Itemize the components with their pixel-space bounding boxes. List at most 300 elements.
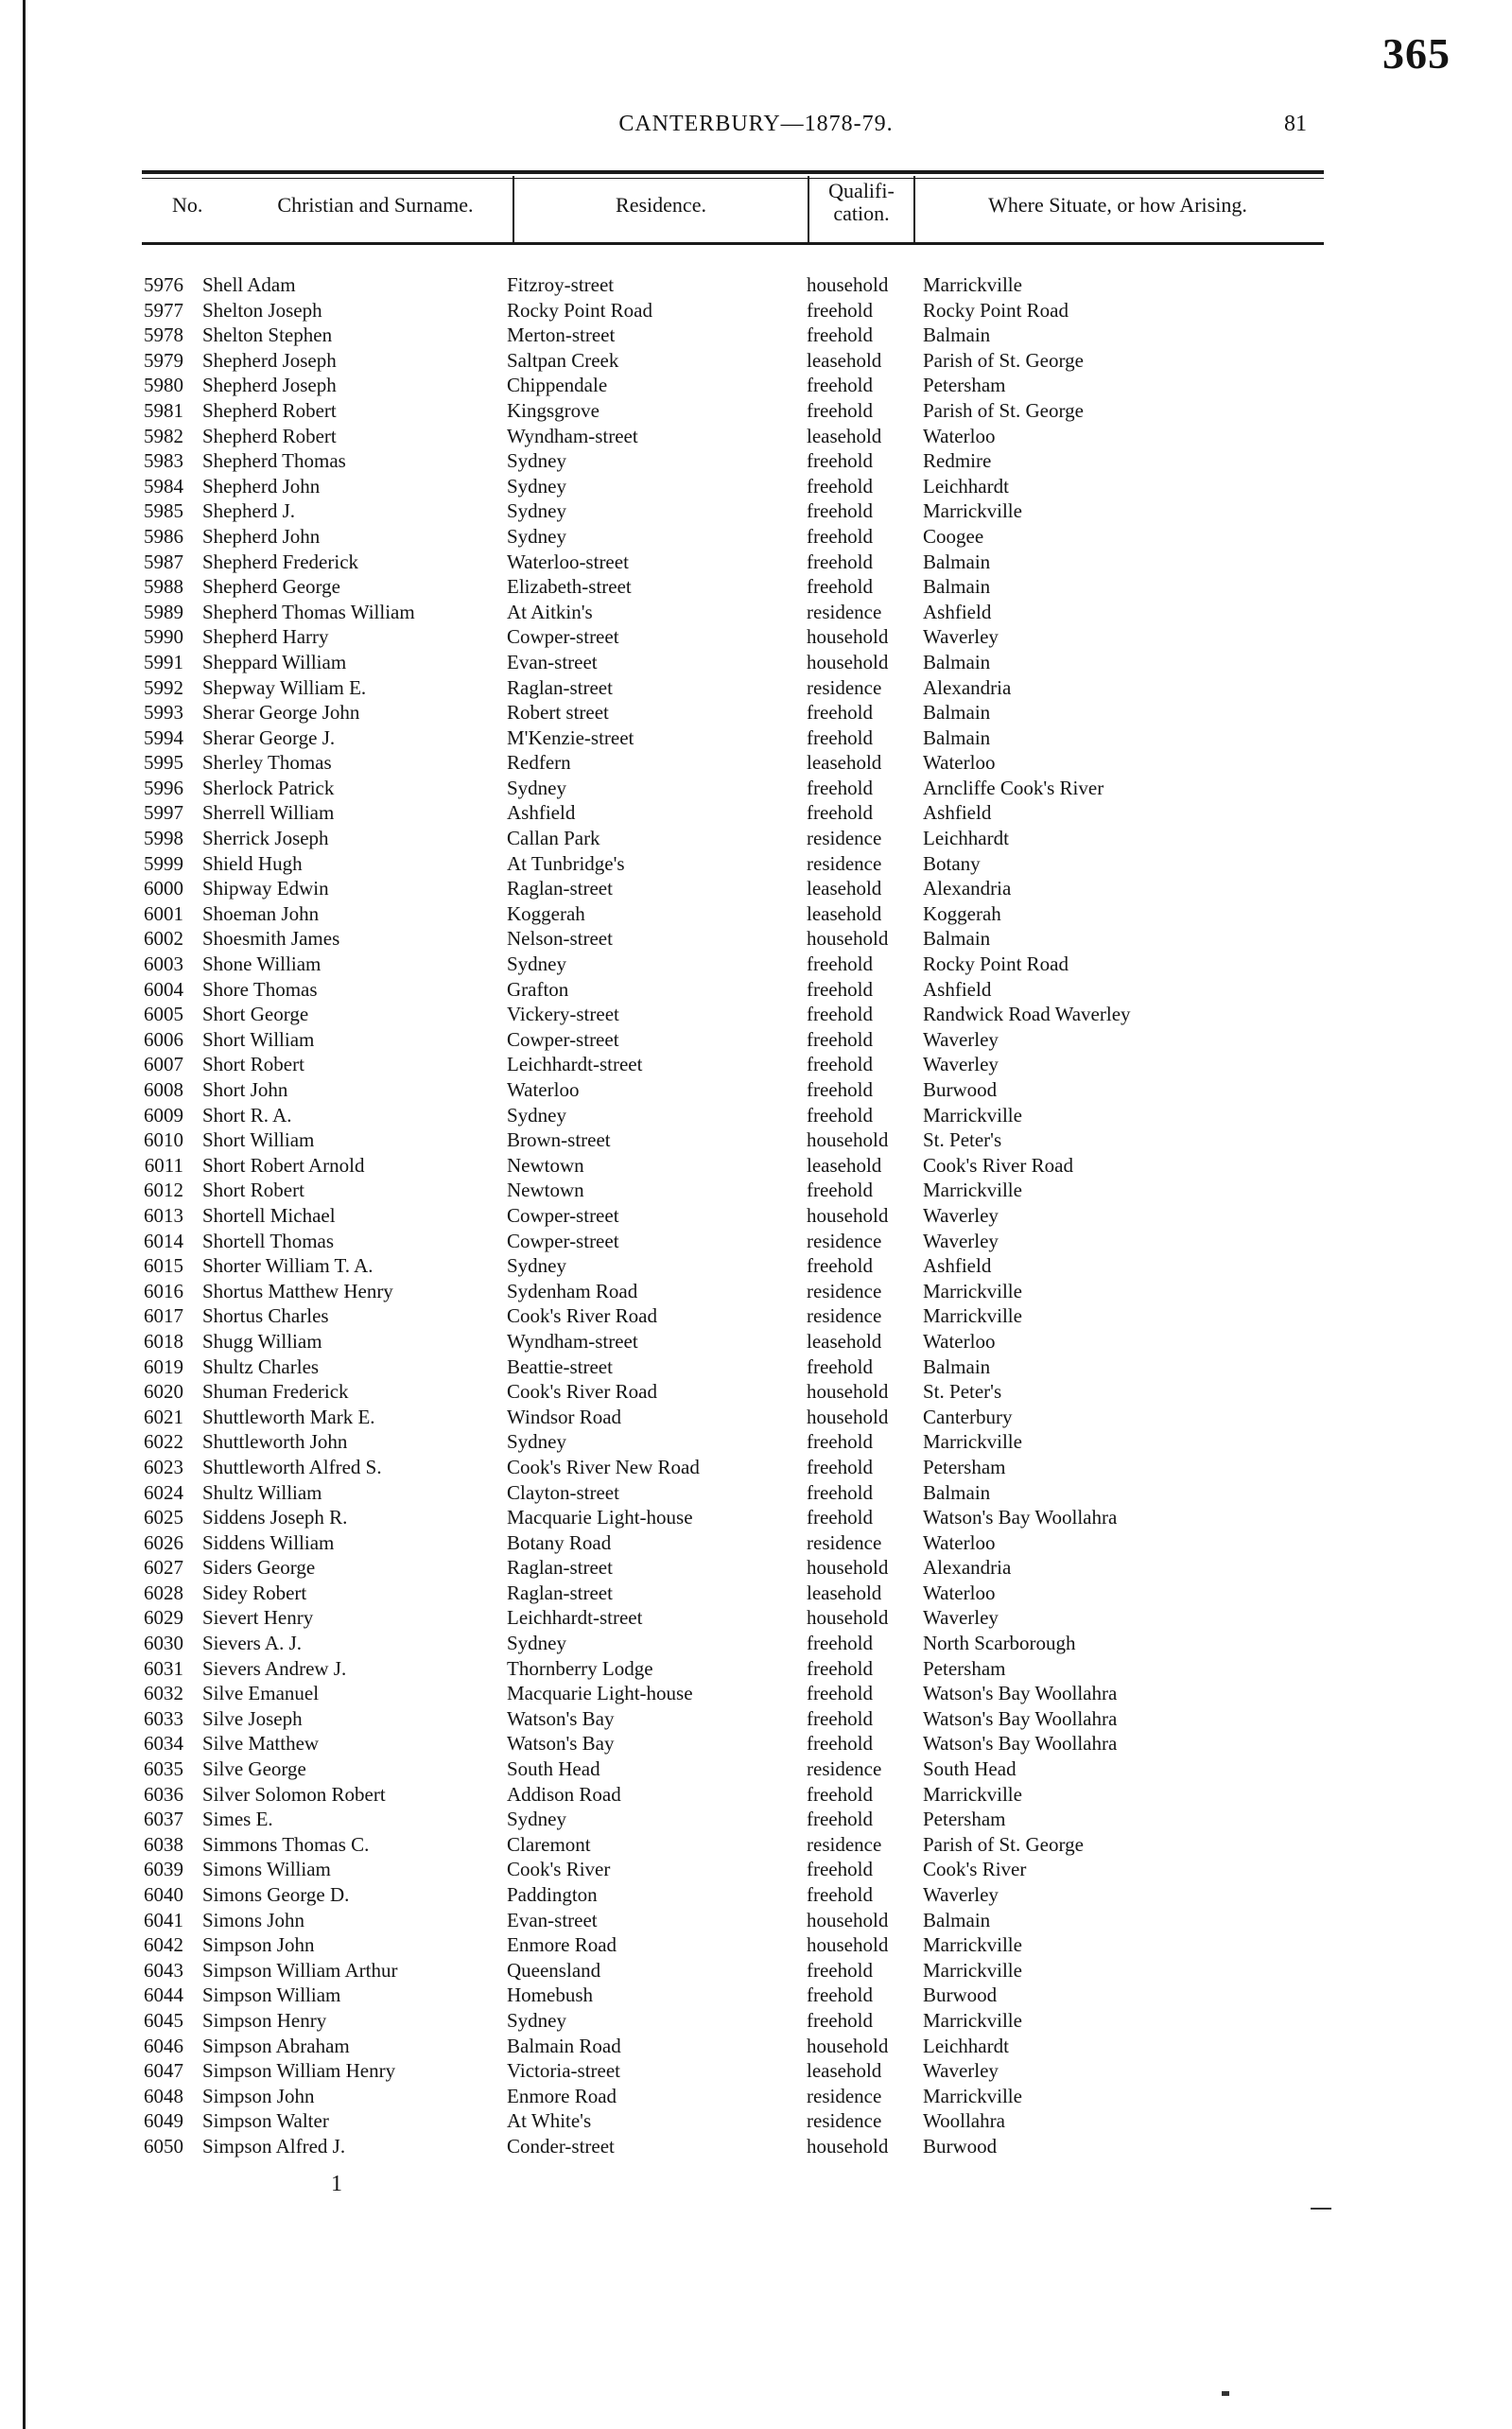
entry-qualification: freehold [807, 1254, 873, 1278]
table-row [0, 1429, 1512, 1455]
entry-number: 6005 [144, 1003, 183, 1026]
entry-residence: Robert street [507, 701, 609, 725]
entry-where-situate: Alexandria [923, 877, 1012, 900]
entry-where-situate: Parish of St. George [923, 348, 1084, 372]
entry-qualification: freehold [807, 1354, 873, 1378]
table-header [142, 170, 1324, 244]
entry-name: Shortell Michael [202, 1203, 336, 1227]
entry-qualification: freehold [807, 1480, 873, 1504]
entry-residence: Watson's Bay [507, 1732, 615, 1756]
entry-qualification: freehold [807, 725, 873, 749]
entry-name: Simons William [202, 1858, 331, 1881]
entry-number: 6000 [144, 877, 183, 900]
margin-speck [1222, 2391, 1229, 2396]
entry-name: Silve Emanuel [202, 1682, 320, 1705]
entry-qualification: freehold [807, 952, 873, 976]
entry-name: Shoesmith James [202, 927, 340, 951]
entry-where-situate: Watson's Bay Woollahra [923, 1506, 1118, 1529]
entry-name: Simons George D. [202, 1883, 350, 1906]
entry-where-situate: Alexandria [923, 675, 1012, 699]
table-row [0, 1253, 1512, 1279]
entry-number: 5992 [144, 675, 183, 699]
table-row [0, 1027, 1512, 1053]
entry-qualification: residence [807, 1279, 882, 1302]
entry-name: Silve Joseph [202, 1706, 303, 1730]
table-row [0, 700, 1512, 725]
entry-where-situate: Balmain [923, 927, 991, 951]
entry-residence: Cowper-street [507, 1203, 619, 1227]
entry-where-situate: Alexandria [923, 1556, 1012, 1580]
entry-name: Sievers A. J. [202, 1632, 302, 1655]
table-row [0, 323, 1512, 348]
entry-where-situate: Ashfield [923, 977, 992, 1001]
entry-where-situate: Marrickville [923, 1103, 1022, 1127]
table-row [0, 1153, 1512, 1179]
entry-residence: Beattie-street [507, 1354, 613, 1378]
entry-residence: Raglan-street [507, 1581, 613, 1604]
entry-where-situate: Marrickville [923, 1430, 1022, 1454]
table-row [0, 876, 1512, 901]
entry-name: Simpson William Arthur [202, 1958, 398, 1982]
entry-name: Shortell Thomas [202, 1229, 335, 1252]
entry-name: Shortus Matthew Henry [202, 1279, 393, 1302]
entry-number: 5984 [144, 474, 183, 498]
entry-number: 5978 [144, 323, 183, 347]
table-row [0, 851, 1512, 877]
entry-residence: Sydney [507, 524, 566, 548]
entry-number: 6050 [144, 2134, 183, 2158]
table-row [0, 1455, 1512, 1480]
entry-where-situate: Waverley [923, 1027, 999, 1051]
entry-number: 6035 [144, 1757, 183, 1781]
entry-number: 6024 [144, 1480, 183, 1504]
table-row [0, 272, 1512, 298]
entry-qualification: household [807, 1405, 889, 1428]
entry-number: 6019 [144, 1354, 183, 1378]
entry-where-situate: Marrickville [923, 1304, 1022, 1328]
entry-number: 6043 [144, 1958, 183, 1982]
entry-number: 5995 [144, 751, 183, 775]
entry-where-situate: Waverley [923, 1053, 999, 1076]
entry-where-situate: Petersham [923, 374, 1006, 397]
entry-number: 6009 [144, 1103, 183, 1127]
entry-where-situate: Parish of St. George [923, 1832, 1084, 1856]
entry-name: Shuttleworth John [202, 1430, 348, 1454]
table-row [0, 524, 1512, 550]
entry-name: Sidey Robert [202, 1581, 307, 1604]
entry-qualification: freehold [807, 776, 873, 799]
entry-name: Simons John [202, 1908, 304, 1931]
entry-qualification: freehold [807, 977, 873, 1001]
entry-where-situate: Marrickville [923, 1782, 1022, 1806]
entry-name: Short Robert [202, 1053, 304, 1076]
entry-number: 6017 [144, 1304, 183, 1328]
entry-name: Simpson William Henry [202, 2059, 396, 2083]
entry-residence: Leichhardt-street [507, 1053, 643, 1076]
entry-number: 6026 [144, 1530, 183, 1554]
entry-qualification: household [807, 1606, 889, 1630]
entry-name: Simpson John [202, 1933, 315, 1957]
footer-signature-mark: 1 [331, 2172, 342, 2196]
entry-residence: Sydney [507, 1430, 566, 1454]
entry-name: Sherar George John [202, 701, 360, 725]
entry-number: 6041 [144, 1908, 183, 1931]
entry-qualification: freehold [807, 524, 873, 548]
entry-where-situate: North Scarborough [923, 1632, 1076, 1655]
entry-residence: At Tunbridge's [507, 851, 625, 875]
entry-residence: Ashfield [507, 801, 576, 825]
entry-number: 5998 [144, 827, 183, 850]
table-row [0, 1530, 1512, 1556]
entry-name: Shipway Edwin [202, 877, 329, 900]
table-row [0, 826, 1512, 851]
entry-qualification: freehold [807, 801, 873, 825]
table-row [0, 448, 1512, 474]
entry-number: 6030 [144, 1632, 183, 1655]
table-row [0, 574, 1512, 600]
entry-where-situate: Botany [923, 851, 981, 875]
entry-residence: Cook's River Road [507, 1380, 657, 1404]
entry-residence: Raglan-street [507, 877, 613, 900]
entry-qualification: freehold [807, 1883, 873, 1906]
entry-name: Shepherd Joseph [202, 374, 337, 397]
column-header-where: Where Situate, or how Arising. [988, 193, 1247, 217]
entry-number: 5981 [144, 398, 183, 422]
entry-where-situate: Balmain [923, 701, 991, 725]
entry-residence: Sydney [507, 449, 566, 473]
entry-residence: Cowper-street [507, 625, 619, 649]
entry-number: 5989 [144, 600, 183, 623]
entry-where-situate: Petersham [923, 1455, 1006, 1478]
entry-residence: Windsor Road [507, 1405, 622, 1428]
entry-where-situate: Waverley [923, 625, 999, 649]
entry-name: Shepherd John [202, 524, 321, 548]
entry-qualification: freehold [807, 398, 873, 422]
entry-name: Shultz William [202, 1480, 322, 1504]
entry-where-situate: Balmain [923, 1908, 991, 1931]
header-rule-bottom [142, 242, 1324, 245]
table-row [0, 675, 1512, 701]
entry-qualification: leasehold [807, 877, 882, 900]
entry-number: 5982 [144, 424, 183, 447]
entry-number: 6002 [144, 927, 183, 951]
table-row [0, 650, 1512, 675]
entry-qualification: household [807, 650, 889, 673]
entry-qualification: freehold [807, 1078, 873, 1101]
entry-qualification: residence [807, 851, 882, 875]
table-row [0, 1405, 1512, 1430]
entry-qualification: freehold [807, 1706, 873, 1730]
entry-qualification: freehold [807, 1632, 873, 1655]
entry-qualification: household [807, 1556, 889, 1580]
entry-number: 6038 [144, 1832, 183, 1856]
table-row [0, 1908, 1512, 1933]
entry-qualification: household [807, 1933, 889, 1957]
entry-where-situate: Marrickville [923, 1179, 1022, 1202]
entry-residence: Raglan-street [507, 675, 613, 699]
entry-name: Simpson Alfred J. [202, 2134, 346, 2158]
entry-qualification: leasehold [807, 1329, 882, 1353]
entry-residence: At Aitkin's [507, 600, 593, 623]
entry-where-situate: St. Peter's [923, 1128, 1002, 1152]
entry-qualification: household [807, 1380, 889, 1404]
entry-residence: Waterloo [507, 1078, 580, 1101]
margin-tick [1311, 2208, 1331, 2210]
entry-residence: Sydney [507, 776, 566, 799]
entry-residence: Sydney [507, 499, 566, 523]
table-row [0, 926, 1512, 952]
entry-where-situate: Watson's Bay Woollahra [923, 1732, 1118, 1756]
entry-name: Shepway William E. [202, 675, 367, 699]
entry-number: 6040 [144, 1883, 183, 1906]
entry-name: Sherrick Joseph [202, 827, 329, 850]
entry-residence: Paddington [507, 1883, 598, 1906]
entry-where-situate: Cook's River [923, 1858, 1027, 1881]
entry-residence: Newtown [507, 1153, 584, 1177]
table-row [0, 348, 1512, 374]
entry-qualification: freehold [807, 323, 873, 347]
entry-qualification: household [807, 1128, 889, 1152]
entry-number: 6014 [144, 1229, 183, 1252]
table-row [0, 1782, 1512, 1808]
entry-number: 6015 [144, 1254, 183, 1278]
entry-residence: Leichhardt-street [507, 1606, 643, 1630]
entry-qualification: freehold [807, 1506, 873, 1529]
table-row [0, 474, 1512, 499]
entry-where-situate: Marrickville [923, 2008, 1022, 2032]
entry-qualification: household [807, 2034, 889, 2057]
table-row [0, 1882, 1512, 1908]
table-row [0, 1203, 1512, 1229]
entry-qualification: residence [807, 1832, 882, 1856]
table-row [0, 550, 1512, 575]
entry-where-situate: Marrickville [923, 273, 1022, 296]
table-row [0, 800, 1512, 826]
table-row [0, 1555, 1512, 1581]
entry-residence: Merton-street [507, 323, 616, 347]
entry-residence: Newtown [507, 1179, 584, 1202]
entry-where-situate: Balmain [923, 550, 991, 573]
table-row [0, 1958, 1512, 1983]
entry-qualification: freehold [807, 1808, 873, 1831]
entry-name: Shultz Charles [202, 1354, 320, 1378]
table-row [0, 725, 1512, 751]
entry-residence: Koggerah [507, 901, 585, 925]
running-title: CANTERBURY—1878-79. [618, 112, 894, 136]
entry-qualification: residence [807, 827, 882, 850]
entry-where-situate: Rocky Point Road [923, 952, 1069, 976]
table-row [0, 1857, 1512, 1882]
entry-where-situate: Redmire [923, 449, 992, 473]
table-row [0, 498, 1512, 524]
entry-qualification: freehold [807, 1003, 873, 1026]
entry-qualification: freehold [807, 298, 873, 322]
entry-where-situate: Waterloo [923, 751, 996, 775]
entry-number: 6028 [144, 1581, 183, 1604]
entry-where-situate: Waverley [923, 1203, 999, 1227]
table-row [0, 1505, 1512, 1530]
entry-residence: Brown-street [507, 1128, 611, 1152]
header-rule-top [142, 170, 1324, 174]
entry-where-situate: Marrickville [923, 2084, 1022, 2107]
entry-name: Shepherd Thomas William [202, 600, 415, 623]
table-row [0, 2008, 1512, 2034]
entry-where-situate: Waverley [923, 2059, 999, 2083]
entry-name: Shepherd John [202, 474, 321, 498]
table-row [0, 1480, 1512, 1506]
entry-qualification: leasehold [807, 348, 882, 372]
entry-name: Shelton Joseph [202, 298, 322, 322]
entry-qualification: household [807, 927, 889, 951]
column-header-residence: Residence. [616, 193, 706, 217]
entry-residence: Sydney [507, 1103, 566, 1127]
entry-name: Sheppard William [202, 650, 347, 673]
table-row [0, 2034, 1512, 2059]
entry-number: 5979 [144, 348, 183, 372]
entry-qualification: household [807, 273, 889, 296]
table-row [0, 1756, 1512, 1782]
entry-number: 6042 [144, 1933, 183, 1957]
entry-qualification: residence [807, 1530, 882, 1554]
entry-name: Shortus Charles [202, 1304, 329, 1328]
entry-number: 6033 [144, 1706, 183, 1730]
entry-number: 6037 [144, 1808, 183, 1831]
entry-residence: Enmore Road [507, 1933, 617, 1957]
entry-where-situate: Waterloo [923, 1530, 996, 1554]
table-row [0, 2084, 1512, 2109]
entry-name: Shepherd Robert [202, 424, 337, 447]
entry-qualification: leasehold [807, 1153, 882, 1177]
entry-qualification: leasehold [807, 901, 882, 925]
entry-qualification: residence [807, 675, 882, 699]
table-row [0, 624, 1512, 650]
entry-residence: Homebush [507, 1983, 593, 2007]
entry-qualification: residence [807, 600, 882, 623]
entry-residence: Conder-street [507, 2134, 615, 2158]
entry-residence: Cowper-street [507, 1229, 619, 1252]
entry-residence: Sydney [507, 1808, 566, 1831]
entry-number: 6049 [144, 2109, 183, 2133]
entry-residence: Sydney [507, 1254, 566, 1278]
entry-qualification: freehold [807, 1430, 873, 1454]
entry-qualification: freehold [807, 474, 873, 498]
entry-qualification: leasehold [807, 424, 882, 447]
entry-number: 6004 [144, 977, 183, 1001]
table-row [0, 1178, 1512, 1203]
entry-number: 6001 [144, 901, 183, 925]
entry-name: Short R. A. [202, 1103, 292, 1127]
entry-name: Shepherd J. [202, 499, 295, 523]
entry-name: Siddens William [202, 1530, 335, 1554]
table-row [0, 1681, 1512, 1706]
column-header-name: Christian and Surname. [277, 193, 474, 217]
table-row [0, 1706, 1512, 1732]
entry-number: 6008 [144, 1078, 183, 1101]
entry-qualification: freehold [807, 1958, 873, 1982]
entry-qualification: freehold [807, 1782, 873, 1806]
entry-qualification: residence [807, 2084, 882, 2107]
table-row [0, 1605, 1512, 1631]
entry-residence: Saltpan Creek [507, 348, 619, 372]
entry-residence: Queensland [507, 1958, 601, 1982]
entry-qualification: freehold [807, 374, 873, 397]
entry-where-situate: Balmain [923, 323, 991, 347]
entry-where-situate: Cook's River Road [923, 1153, 1073, 1177]
table-row [0, 1379, 1512, 1405]
entry-where-situate: Ashfield [923, 600, 992, 623]
entry-residence: Cowper-street [507, 1027, 619, 1051]
entry-where-situate: Watson's Bay Woollahra [923, 1706, 1118, 1730]
entry-residence: Evan-street [507, 650, 598, 673]
entry-where-situate: Petersham [923, 1656, 1006, 1680]
entry-number: 6006 [144, 1027, 183, 1051]
entry-number: 5987 [144, 550, 183, 573]
entry-residence: Thornberry Lodge [507, 1656, 653, 1680]
entry-name: Silve George [202, 1757, 306, 1781]
entry-where-situate: Balmain [923, 1354, 991, 1378]
entry-residence: Cook's River Road [507, 1304, 657, 1328]
entry-residence: Cook's River [507, 1858, 611, 1881]
header-divider-name [513, 176, 514, 242]
entry-where-situate: Waverley [923, 1883, 999, 1906]
table-row [0, 1354, 1512, 1380]
entry-number: 5983 [144, 449, 183, 473]
table-row [0, 1279, 1512, 1304]
entry-name: Simpson Henry [202, 2008, 327, 2032]
entry-residence: Wyndham-street [507, 1329, 638, 1353]
table-row [0, 373, 1512, 398]
entry-name: Sievers Andrew J. [202, 1656, 347, 1680]
entry-name: Siders George [202, 1556, 316, 1580]
entry-number: 6003 [144, 952, 183, 976]
entry-number: 6047 [144, 2059, 183, 2083]
entry-qualification: freehold [807, 575, 873, 599]
entry-number: 5980 [144, 374, 183, 397]
entry-qualification: freehold [807, 1053, 873, 1076]
entry-where-situate: Marrickville [923, 499, 1022, 523]
entry-residence: Enmore Road [507, 2084, 617, 2107]
entry-residence: Addison Road [507, 1782, 621, 1806]
entry-qualification: residence [807, 1229, 882, 1252]
entry-where-situate: Waterloo [923, 1329, 996, 1353]
entry-where-situate: Arncliffe Cook's River [923, 776, 1104, 799]
entry-residence: Rocky Point Road [507, 298, 653, 322]
entry-where-situate: Balmain [923, 650, 991, 673]
entry-name: Short William [202, 1027, 315, 1051]
entry-number: 6010 [144, 1128, 183, 1152]
entry-number: 5986 [144, 524, 183, 548]
entry-where-situate: Burwood [923, 1983, 998, 2007]
qualification-line-2: cation. [833, 201, 890, 225]
entry-qualification: freehold [807, 701, 873, 725]
page-number: 81 [1284, 112, 1307, 136]
entry-number: 6044 [144, 1983, 183, 2007]
entry-where-situate: Coogee [923, 524, 984, 548]
entry-name: Shepherd Robert [202, 398, 337, 422]
entry-name: Sherar George J. [202, 725, 336, 749]
entry-residence: Vickery-street [507, 1003, 619, 1026]
entry-residence: Macquarie Light-house [507, 1682, 693, 1705]
table-row [0, 977, 1512, 1003]
entry-where-situate: Marrickville [923, 1279, 1022, 1302]
table-row [0, 1303, 1512, 1329]
entry-number: 5991 [144, 650, 183, 673]
entry-where-situate: Waverley [923, 1606, 999, 1630]
entry-where-situate: Ashfield [923, 1254, 992, 1278]
entry-name: Silve Matthew [202, 1732, 320, 1756]
entry-residence: Sydenham Road [507, 1279, 638, 1302]
entry-where-situate: Waverley [923, 1229, 999, 1252]
